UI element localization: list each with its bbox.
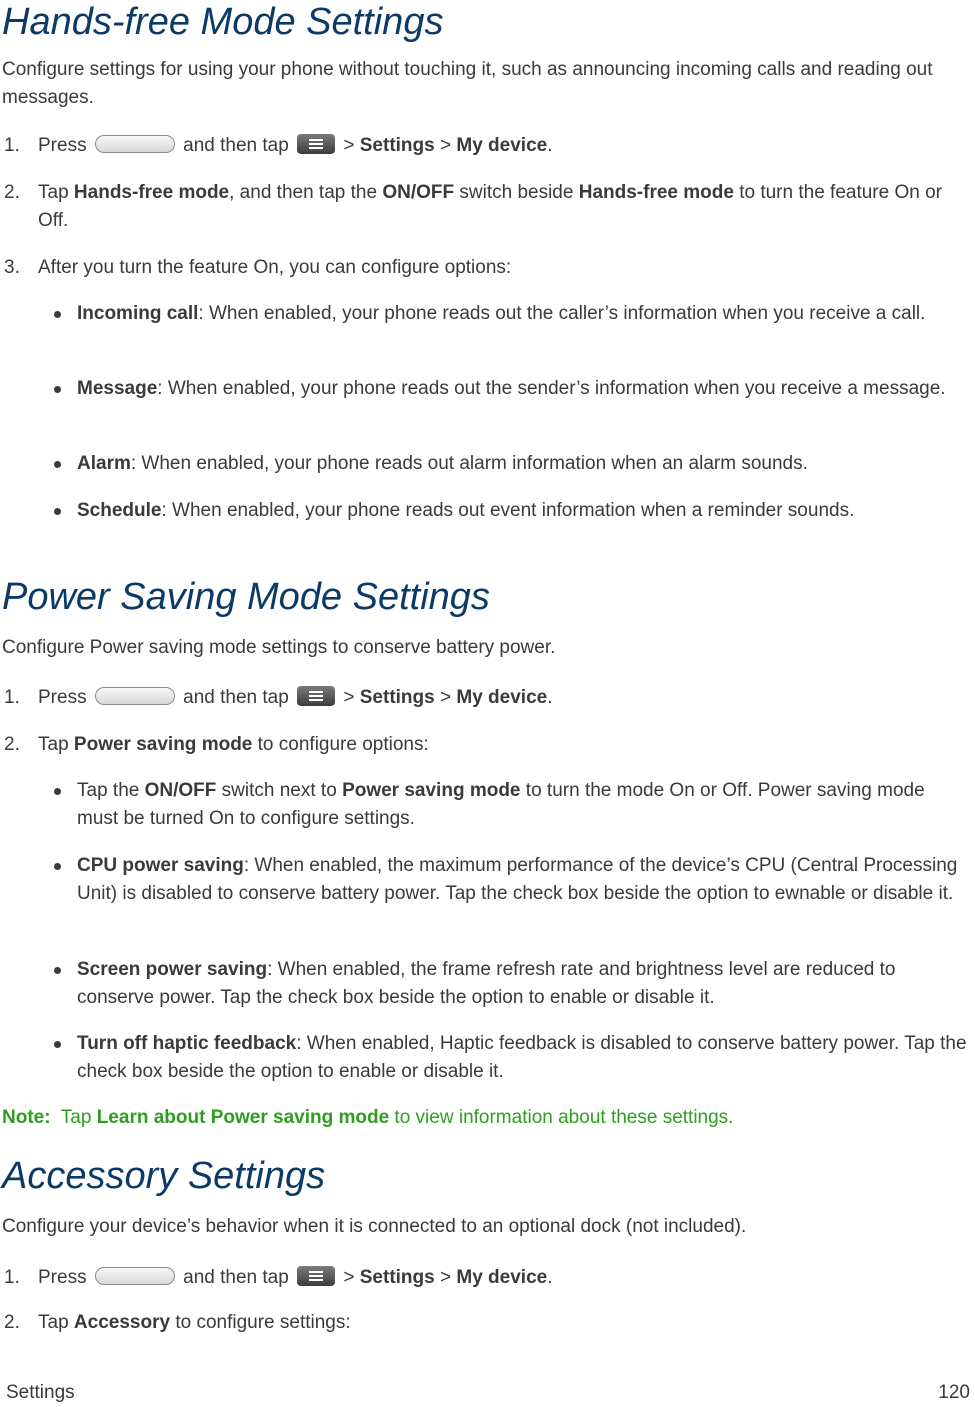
- menu-key-icon: [297, 1266, 335, 1286]
- period: .: [547, 135, 553, 156]
- step-text: [38, 1264, 968, 1292]
- bullet-text: [77, 300, 969, 328]
- bold-term: Alarm: [77, 453, 131, 474]
- menu-key-icon: [297, 134, 335, 154]
- bold-term: Power saving mode: [342, 780, 521, 801]
- step-number: 1.: [4, 135, 20, 156]
- settings-label: Settings: [359, 1267, 435, 1288]
- my-device-label: My device: [456, 1267, 548, 1288]
- separator: >: [439, 687, 452, 708]
- text-run: to configure options:: [252, 734, 429, 755]
- my-device-label: My device: [456, 135, 548, 156]
- bold-term: Schedule: [77, 500, 162, 521]
- home-key-icon: [95, 1267, 175, 1285]
- bullet-text: [77, 777, 969, 833]
- press-label: Press: [38, 1267, 87, 1288]
- bold-term: Incoming call: [77, 303, 199, 324]
- text-run: to configure settings:: [170, 1312, 351, 1333]
- text-run: Tap: [38, 182, 74, 203]
- section-intro-accessory: Configure your device’s behavior when it is connected to an optional dock (not included).: [2, 1216, 747, 1237]
- bold-term: Accessory: [73, 1312, 171, 1333]
- text-run: Tap the: [77, 780, 145, 801]
- bold-term: Screen power saving: [77, 959, 268, 980]
- section-intro-power-saving: Configure Power saving mode settings to conserve battery power.: [2, 637, 556, 658]
- bullet-dot: [54, 311, 61, 318]
- bullet-dot: [54, 967, 61, 974]
- bold-term: Power saving mode: [73, 734, 253, 755]
- text-run: : When enabled, your phone reads out the sender’s information when you receive a message.: [157, 378, 946, 399]
- bullet-dot: [54, 386, 61, 393]
- step-text: [38, 179, 968, 235]
- text-run: Tap: [38, 734, 74, 755]
- section-title-accessory: Accessory Settings: [2, 1155, 326, 1197]
- bullet-text: [77, 497, 969, 525]
- settings-label: Settings: [359, 135, 435, 156]
- step-text: [38, 1309, 968, 1337]
- step-number: 3.: [4, 257, 20, 278]
- home-key-icon: [95, 687, 175, 705]
- settings-label: Settings: [359, 687, 435, 708]
- text-run: : When enabled, your phone reads out event information when a reminder sounds.: [161, 500, 855, 521]
- period: .: [547, 1267, 553, 1288]
- bullet-dot: [54, 788, 61, 795]
- bold-term: ON/OFF: [382, 182, 455, 203]
- section-intro-hands-free: Configure settings for using your phone without touching it, such as announcing incoming calls and reading out messages.: [2, 59, 933, 108]
- bullet-text: [77, 956, 969, 1012]
- bold-term: Hands-free mode: [73, 182, 230, 203]
- separator: >: [439, 1267, 452, 1288]
- and-then-tap-label: and then tap: [183, 1267, 289, 1288]
- text-run: Tap: [38, 1312, 74, 1333]
- text-run: : When enabled, Haptic feedback is disabled to conserve battery power. Tap the check box beside the option to enable or disable it.: [77, 1033, 967, 1082]
- step-text: [38, 132, 968, 160]
- text-run: switch beside: [454, 182, 579, 203]
- step-number: 2.: [4, 1312, 20, 1333]
- bullet-text: [77, 450, 969, 478]
- separator: >: [439, 135, 452, 156]
- bold-term: Message: [77, 378, 158, 399]
- note-label: Note:: [2, 1107, 51, 1128]
- bullet-text: [77, 1030, 969, 1086]
- bold-term: Turn off haptic feedback: [77, 1033, 297, 1054]
- text-run: : When enabled, the maximum performance of the device’s CPU (Central Processing Unit) is disabled to conserve battery power. Tap the check box beside the option to ewnable or disable it.: [77, 855, 958, 904]
- period: .: [547, 687, 553, 708]
- press-label: Press: [38, 687, 87, 708]
- bullet-text: [77, 375, 969, 403]
- text-run: : When enabled, your phone reads out alarm information when an alarm sounds.: [130, 453, 808, 474]
- text-run: to view information about these settings.: [389, 1107, 734, 1128]
- my-device-label: My device: [456, 687, 548, 708]
- text-run: to turn the feature On or Off.: [38, 182, 942, 231]
- home-key-icon: [95, 135, 175, 153]
- text-run: Tap: [50, 1107, 97, 1128]
- footer-page-number: 120: [938, 1382, 970, 1403]
- footer-section-name: Settings: [6, 1382, 75, 1403]
- bold-term: Learn about Power saving mode: [96, 1107, 390, 1128]
- text-run: , and then tap the: [229, 182, 383, 203]
- bold-term: Hands-free mode: [578, 182, 734, 203]
- bullet-dot: [54, 863, 61, 870]
- menu-key-icon: [297, 686, 335, 706]
- and-then-tap-label: and then tap: [183, 687, 289, 708]
- separator: >: [343, 687, 355, 708]
- step-text: [38, 684, 968, 712]
- bullet-text: [77, 852, 969, 908]
- text-run: switch next to: [216, 780, 343, 801]
- bold-term: CPU power saving: [77, 855, 244, 876]
- separator: >: [343, 135, 355, 156]
- text-run: to turn the mode On or Off. Power saving mode must be turned On to configure settings.: [77, 780, 925, 829]
- step-number: 2.: [4, 734, 20, 755]
- step-text: After you turn the feature On, you can configure options:: [38, 257, 512, 278]
- and-then-tap-label: and then tap: [183, 135, 289, 156]
- step-number: 2.: [4, 182, 20, 203]
- step-number: 1.: [4, 687, 20, 708]
- note-power-saving: [2, 1104, 967, 1132]
- step-number: 1.: [4, 1267, 20, 1288]
- bullet-dot: [54, 461, 61, 468]
- separator: >: [343, 1267, 355, 1288]
- step-text: [38, 731, 968, 759]
- bullet-dot: [54, 1041, 61, 1048]
- press-label: Press: [38, 135, 87, 156]
- section-title-power-saving: Power Saving Mode Settings: [2, 576, 490, 618]
- section-title-hands-free: Hands-free Mode Settings: [2, 1, 444, 43]
- bullet-dot: [54, 508, 61, 515]
- bold-term: ON/OFF: [144, 780, 217, 801]
- text-run: : When enabled, your phone reads out the caller’s information when you receive a call.: [198, 303, 926, 324]
- text-run: : When enabled, the frame refresh rate and brightness level are reduced to conserve power. Tap the check box beside the option to enable or disable it.: [77, 959, 896, 1008]
